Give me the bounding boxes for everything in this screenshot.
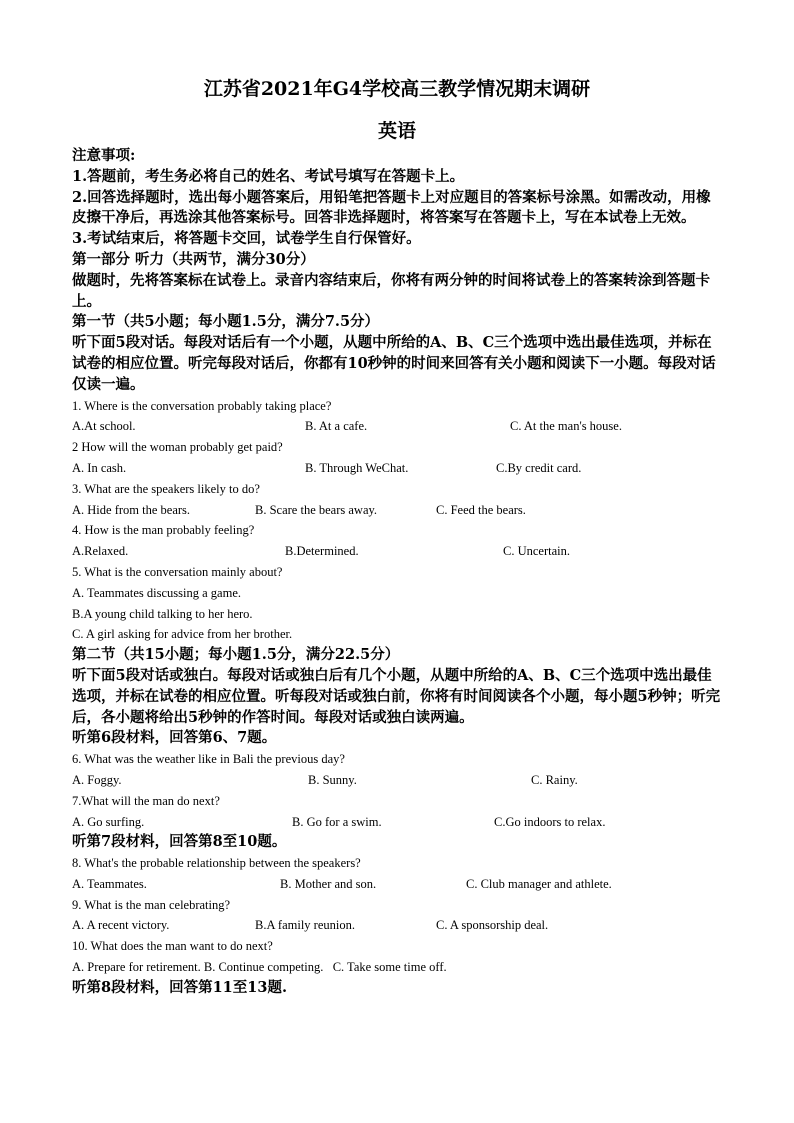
material-6-heading: 听第6段材料，回答第6、7题。 xyxy=(72,729,277,747)
question-2-options xyxy=(72,458,724,479)
option-a: A.Relaxed. xyxy=(72,544,129,559)
option-b: B. Through WeChat. xyxy=(305,460,409,475)
option-c: C. Uncertain. xyxy=(503,544,570,559)
option-b: B. Mother and son. xyxy=(280,876,377,891)
question-1-options xyxy=(72,416,724,437)
exam-body xyxy=(72,146,724,999)
option-b: B. Sunny. xyxy=(308,772,357,787)
question-1-stem: 1. Where is the conversation probably taking place? xyxy=(72,398,332,413)
part1-intro: 做题时，先将答案标在试卷上。录音内容结束后，你将有两分钟的时间将试卷上的答案转涂到答题卡上。 xyxy=(72,271,710,310)
material-7-heading: 听第7段材料，回答第8至10题。 xyxy=(72,833,287,851)
option-b: B. Scare the bears away. xyxy=(255,502,378,517)
question-6-options xyxy=(72,770,724,791)
option-a: A. Foggy. xyxy=(72,772,122,787)
question-5-stem: 5. What is the conversation mainly about? xyxy=(72,564,283,579)
notice-item-1: 1.答题前，考生务必将自己的姓名、考试号填写在答题卡上。 xyxy=(72,167,465,185)
question-10-options: A. Prepare for retirement. B. Continue competing. C. Take some time off. xyxy=(72,960,447,975)
question-5-option-a: A. Teammates discussing a game. xyxy=(72,585,241,600)
notice-item-3: 3.考试结束后，将答题卡交回，试卷学生自行保管好。 xyxy=(72,230,421,248)
material-8-heading: 听第8段材料，回答第11至13题. xyxy=(72,978,287,996)
option-a: A.At school. xyxy=(72,419,136,434)
question-3-stem: 3. What are the speakers likely to do? xyxy=(72,481,260,496)
question-8-stem: 8. What's the probable relationship between the speakers? xyxy=(72,856,361,871)
option-c: C. Feed the bears. xyxy=(436,502,526,517)
notice-heading: 注意事项: xyxy=(72,147,136,164)
section2-instructions: 听下面5段对话或独白。每段对话或独白后有几个小题，从题中所给的A、B、C三个选项中选出最佳选项，并标在试卷的相应位置。听每段对话或独白前，你将有时间阅读各个小题，每小题5秒钟；听完后，各小题将给出5秒钟的作答时间。每段对话或独白读两遍。 xyxy=(72,666,721,726)
question-9-options xyxy=(72,915,724,936)
option-c: C. At the man's house. xyxy=(510,419,622,434)
option-b: B.Determined. xyxy=(285,544,359,559)
option-c: C. Club manager and athlete. xyxy=(466,876,612,891)
exam-subject: 英语 xyxy=(377,120,416,142)
option-b: B. Go for a swim. xyxy=(292,814,382,829)
option-c: C.By credit card. xyxy=(496,460,582,475)
question-6-stem: 6. What was the weather like in Bali the previous day? xyxy=(72,752,345,767)
question-2-stem: 2 How will the woman probably get paid? xyxy=(72,440,283,455)
question-8-options xyxy=(72,874,724,895)
option-b: B. At a cafe. xyxy=(305,419,368,434)
question-5-option-b: B.A young child talking to her hero. xyxy=(72,606,253,621)
option-c: C. A sponsorship deal. xyxy=(436,918,549,933)
option-b: B.A family reunion. xyxy=(255,918,355,933)
option-a: A. Teammates. xyxy=(72,876,147,891)
option-a: A. Hide from the bears. xyxy=(72,502,191,517)
section1-heading: 第一节（共5小题；每小题1.5分，满分7.5分） xyxy=(72,313,380,331)
question-4-stem: 4. How is the man probably feeling? xyxy=(72,523,255,538)
option-a: A. Go surfing. xyxy=(72,814,145,829)
question-10-stem: 10. What does the man want to do next? xyxy=(72,939,273,954)
question-7-stem: 7.What will the man do next? xyxy=(72,793,220,808)
part1-heading: 第一部分 听力（共两节，满分30分） xyxy=(72,250,315,268)
option-a: A. In cash. xyxy=(72,460,127,475)
question-5-option-c: C. A girl asking for advice from her brother. xyxy=(72,627,293,642)
section2-heading: 第二节（共15小题；每小题1.5分，满分22.5分） xyxy=(72,646,400,664)
option-c: C.Go indoors to relax. xyxy=(494,814,606,829)
exam-title: 江苏省2021年G4学校高三教学情况期末调研 xyxy=(203,78,591,100)
notice-item-2: 2.回答选择题时，选出每小题答案后，用铅笔把答题卡上对应题目的答案标号涂黑。如需改动，用橡皮擦干净后，再选涂其他答案标号。回答非选择题时，将答案写在答题卡上，写在本试卷上无效。 xyxy=(72,188,711,227)
question-9-stem: 9. What is the man celebrating? xyxy=(72,897,231,912)
option-c: C. Rainy. xyxy=(531,772,578,787)
question-3-options xyxy=(72,500,724,521)
question-7-options xyxy=(72,812,724,833)
question-4-options xyxy=(72,541,724,562)
section1-instructions: 听下面5段对话。每段对话后有一个小题，从题中所给的A、B、C三个选项中选出最佳选项，并标在试卷的相应位置。听完每段对话后，你都有10秒钟的时间来回答有关小题和阅读下一小题。每段对话仅读一遍。 xyxy=(72,334,716,393)
option-a: A. A recent victory. xyxy=(72,918,170,933)
